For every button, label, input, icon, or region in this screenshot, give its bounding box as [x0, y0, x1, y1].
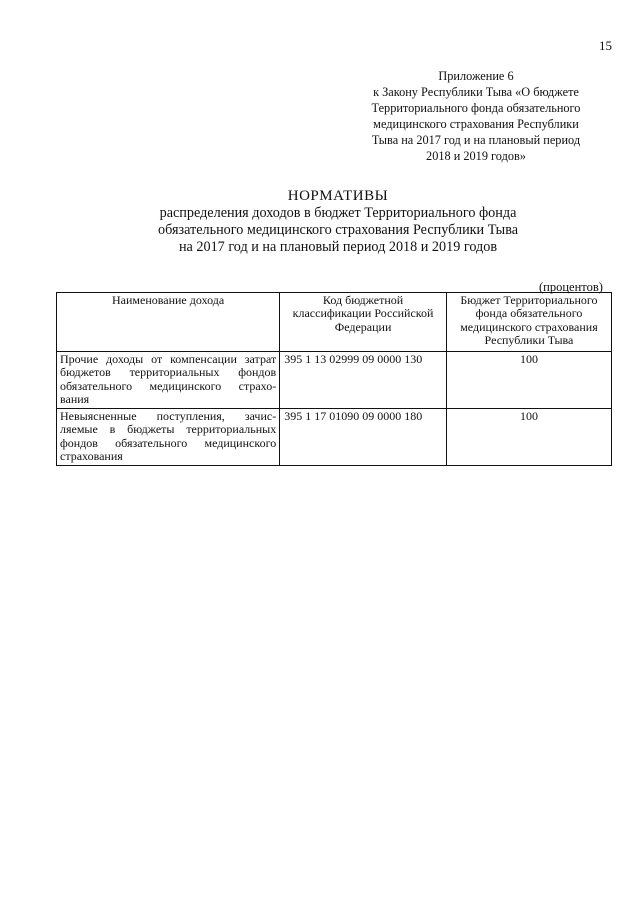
header-fund-budget: Бюджет Территориального фонда обязательного медицинского страхования Республики Тыва	[446, 293, 611, 352]
appendix-header	[352, 68, 600, 164]
document-title-block	[96, 187, 580, 256]
appendix-line: медицинского страхования Республики	[373, 117, 579, 131]
cell-percent-value: 100	[446, 409, 611, 466]
document-subtitle	[96, 205, 580, 256]
cell-budget-code: 395 1 13 02999 09 0000 130	[280, 352, 447, 409]
appendix-line: Приложение 6	[438, 69, 514, 83]
cell-percent-value: 100	[446, 352, 611, 409]
appendix-line: к Закону Республики Тыва «О бюджете	[373, 85, 579, 99]
header-budget-code: Код бюджетной классификации Российской Федерации	[280, 293, 447, 352]
revenue-norms-table	[56, 292, 612, 466]
cell-income-name: Невыясненные поступления, зачис-ляемые в бюджеты территориальных фондов обязательного медицинского страхования	[57, 409, 280, 466]
cell-income-name: Прочие доходы от компенсации затрат бюджетов территориальных фондов обязательного медицинского страхо-вания	[57, 352, 280, 409]
table-row	[57, 352, 612, 409]
subtitle-line: обязательного медицинского страхования Республики Тыва	[158, 222, 518, 238]
units-label: (процентов)	[539, 280, 603, 294]
subtitle-line: распределения доходов в бюджет Территориального фонда	[159, 205, 517, 221]
page-number: 15	[599, 38, 612, 53]
header-income-name: Наименование дохода	[57, 293, 280, 352]
appendix-line: 2018 и 2019 годов»	[426, 149, 526, 163]
appendix-line: Тыва на 2017 год и на плановый период	[371, 133, 581, 147]
table-row	[57, 409, 612, 466]
subtitle-line: на 2017 год и на плановый период 2018 и 2019 годов	[178, 239, 498, 255]
table-header-row	[57, 293, 612, 352]
document-title: НОРМАТИВЫ	[287, 188, 389, 204]
appendix-line: Территориального фонда обязательного	[371, 101, 581, 115]
cell-budget-code: 395 1 17 01090 09 0000 180	[280, 409, 447, 466]
